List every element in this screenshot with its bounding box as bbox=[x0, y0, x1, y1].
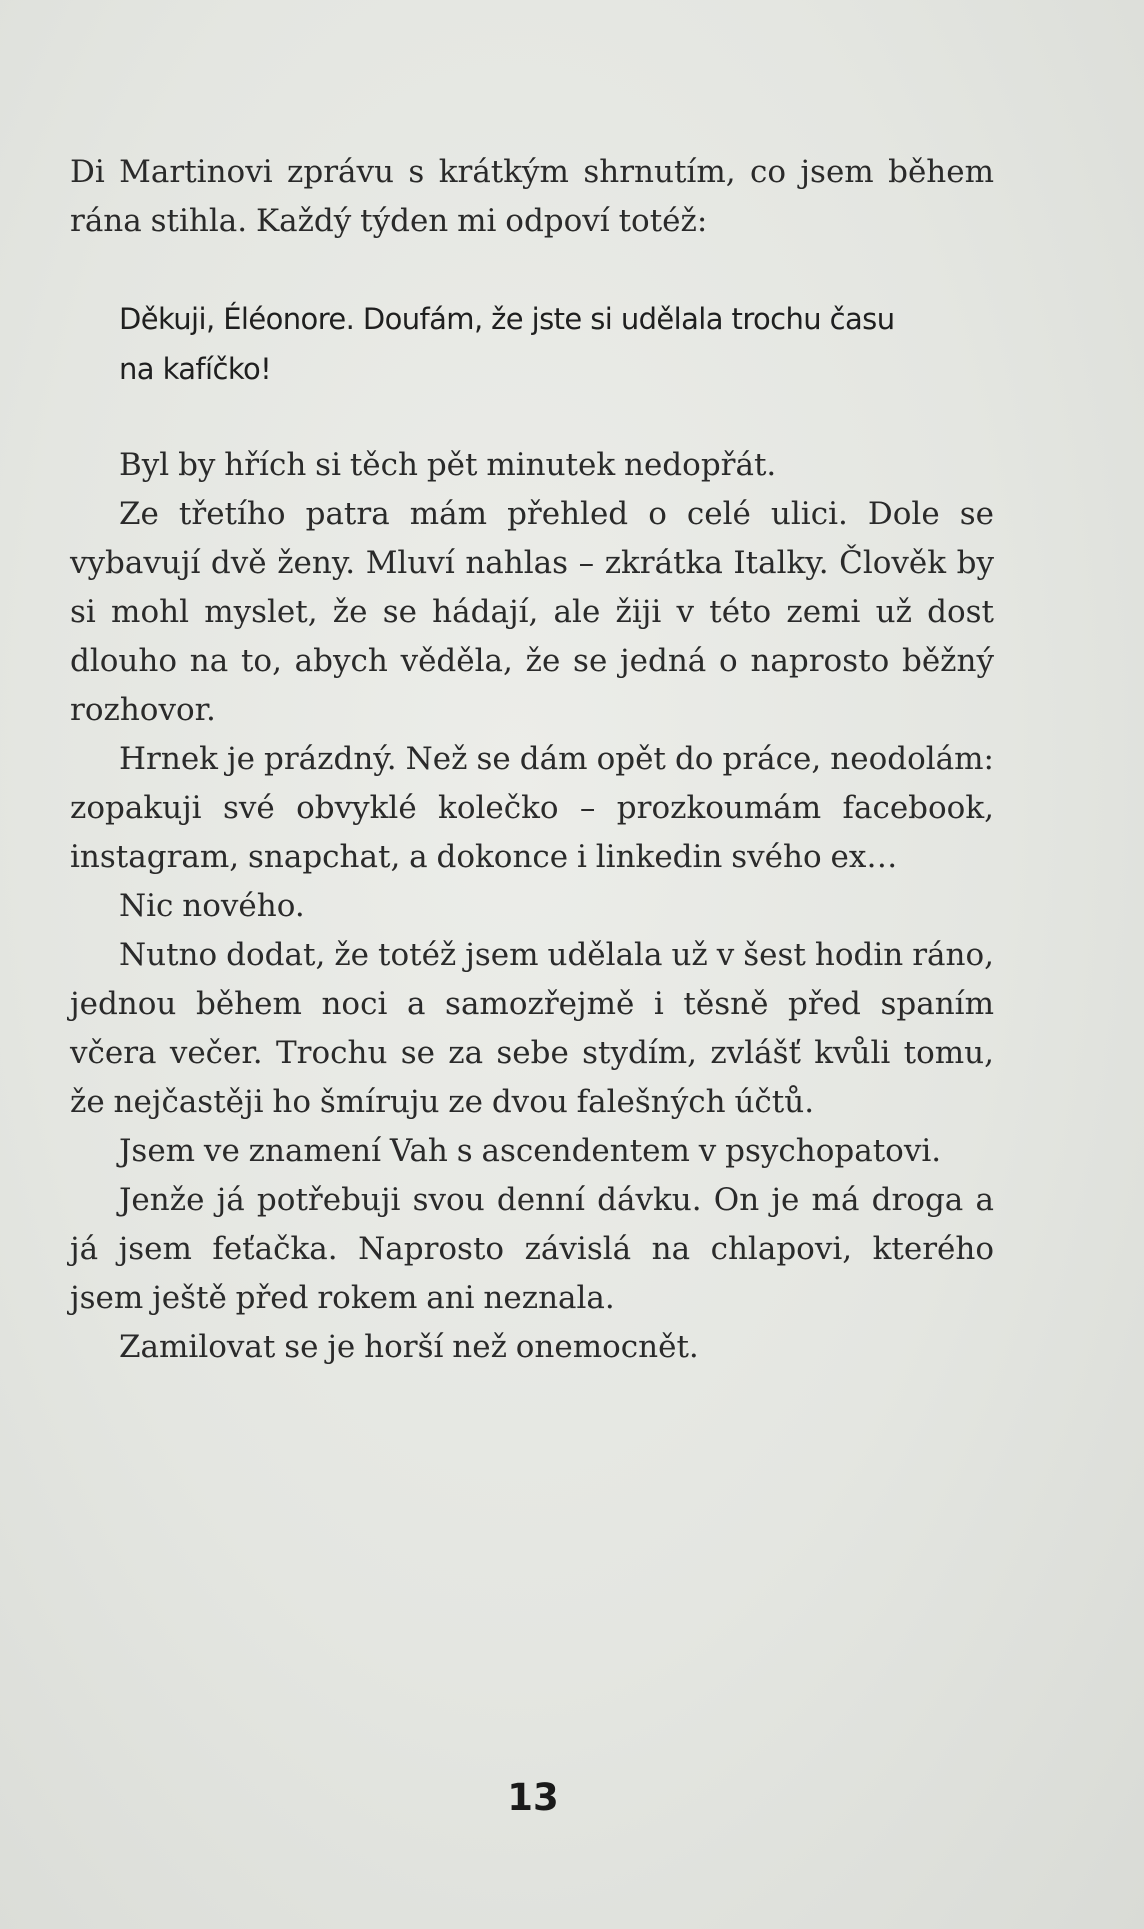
paragraph: Jsem ve znamení Vah s ascendentem v psychopatovi. bbox=[119, 1133, 942, 1169]
paragraph: Nic nového. bbox=[119, 888, 305, 924]
message-line: Děkuji, Éléonore. Doufám, že jste si udělala trochu času bbox=[119, 302, 895, 336]
paragraph: Nutno dodat, že totéž jsem udělala už v šest hodin ráno, jednou během noci a samozřejmě i těsně před spaním včera večer. Trochu se za sebe stydím, zvlášť kvůli tomu, že nejčastěji ho šmíruju ze dvou falešných účtů. bbox=[70, 937, 994, 1120]
paragraph: Hrnek je prázdný. Než se dám opět do práce, neodolám: zopakuji své obvyklé kolečko – prozkoumám facebook, instagram, snapchat, a dokonce i linkedin svého ex… bbox=[70, 741, 994, 875]
paragraph: Zamilovat se je horší než onemocnět. bbox=[119, 1329, 699, 1365]
message-line: na kafíčko! bbox=[119, 352, 272, 386]
body-text bbox=[70, 148, 994, 1372]
paragraph: Jenže já potřebuji svou denní dávku. On je má droga a já jsem feťačka. Naprosto závislá na chlapovi, kterého jsem ještě před rokem ani neznala. bbox=[70, 1182, 994, 1316]
paragraph: Ze třetího patra mám přehled o celé ulici. Dole se vybavují dvě ženy. Mluví nahlas – zkrátka Italky. Člověk by si mohl myslet, že se hádají, ale žiji v této zemi už dost dlouho na to, abych věděla, že se jedná o naprosto běžný rozhovor. bbox=[70, 496, 994, 728]
page-number: 13 bbox=[507, 1776, 559, 1819]
paragraph: Byl by hřích si těch pět minutek nedopřát. bbox=[119, 447, 777, 483]
quoted-message bbox=[70, 294, 994, 394]
opening-paragraph: Di Martinovi zprávu s krátkým shrnutím, co jsem během rána stihla. Každý týden mi odpoví totéž: bbox=[70, 154, 994, 239]
